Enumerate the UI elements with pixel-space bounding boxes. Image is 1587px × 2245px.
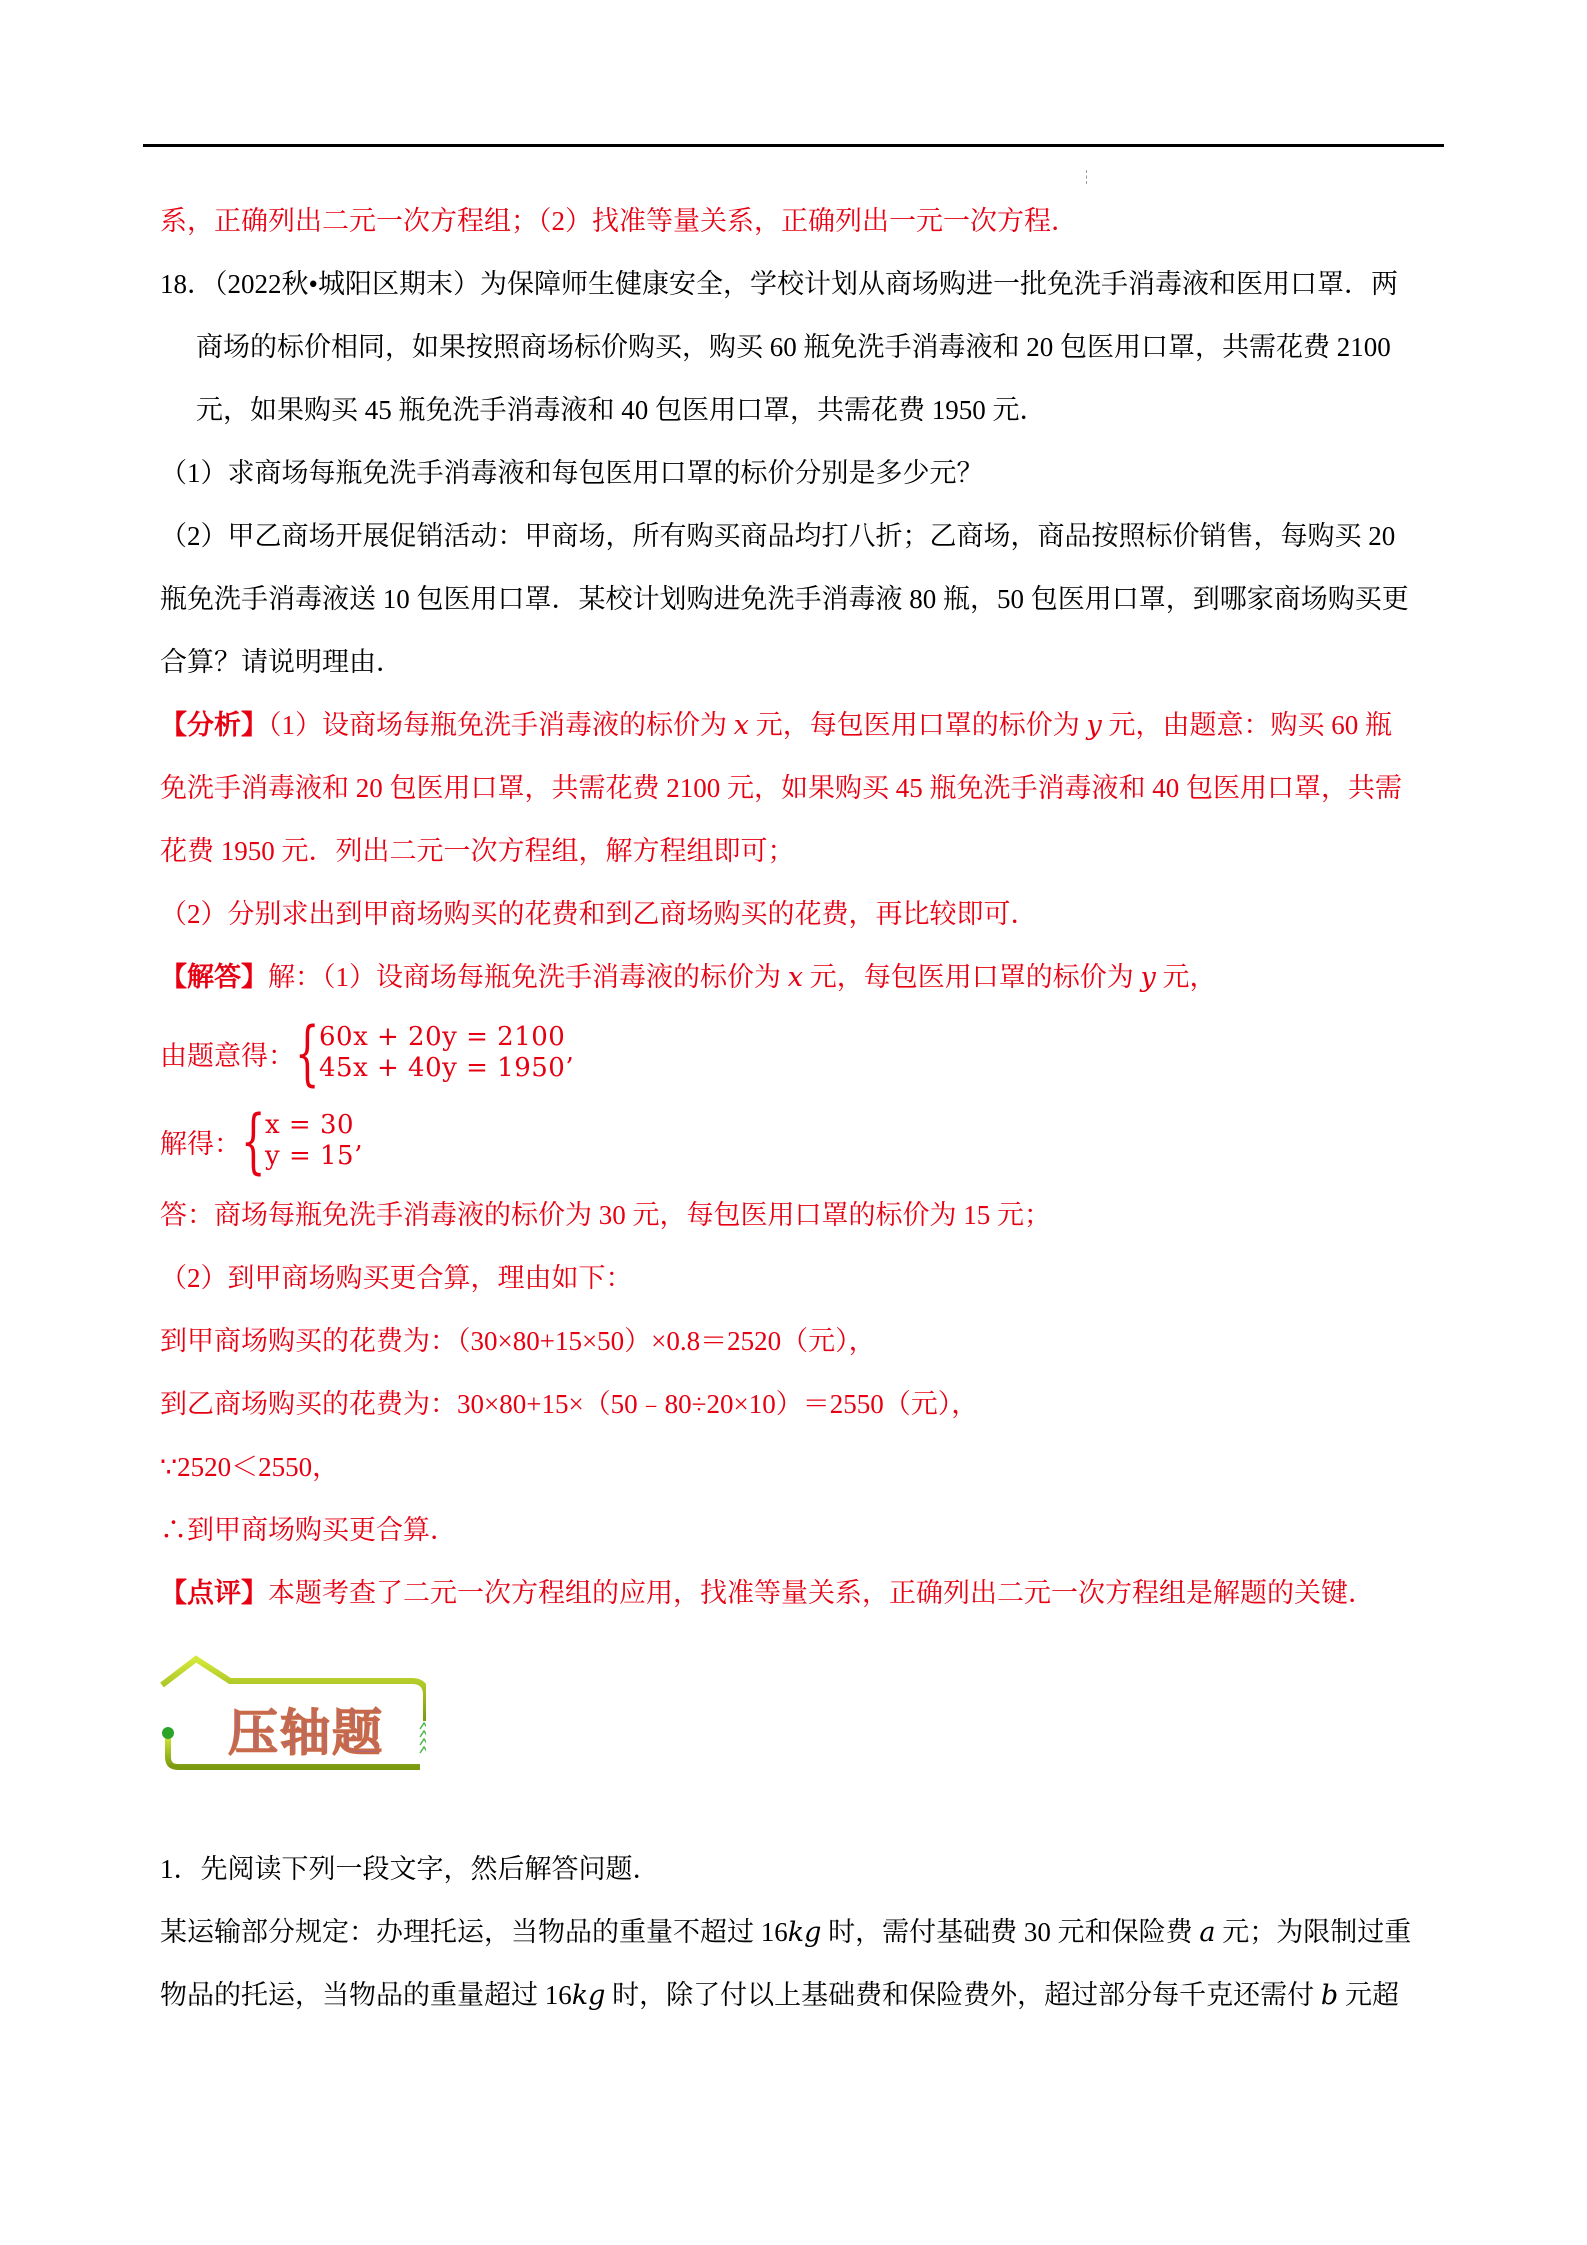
equation-label: 由题意得： <box>160 1040 295 1071</box>
answer-part-2-heading: （2）到甲商场购买更合算，理由如下： <box>160 1263 633 1293</box>
analysis-tag: 【分析】 <box>160 710 268 740</box>
problem-1-line-3: 物品的托运，当物品的重量超过 16kg 时，除了付以上基础费和保险费外，超过部分每千克还需付 b 元超 <box>160 1980 1399 2011</box>
question-18-part-1: （1）求商场每瓶免洗手消毒液和每包医用口罩的标价分别是多少元？ <box>160 458 984 488</box>
question-18-line-3: 元，如果购买 45 瓶免洗手消毒液和 40 包医用口罩，共需花费 1950 元． <box>196 395 1047 425</box>
answer-comparison: ∵2520＜2550， <box>160 1452 340 1482</box>
equation-1: 60x + 20y = 2100 <box>319 1022 566 1052</box>
previous-comment-tail: 系，正确列出二元一次方程组；（2）找准等量关系，正确列出一元一次方程． <box>160 206 1078 236</box>
answer-line-1: 【解答】解：（1）设商场每瓶免洗手消毒液的标价为 x 元，每包医用口罩的标价为 y 元， <box>160 962 1217 993</box>
answer-cost-store-a: 到甲商场购买的花费为：（30×80+15×50）×0.8＝2520（元）， <box>160 1326 876 1356</box>
analysis-line-2: 免洗手消毒液和 20 包医用口罩，共需花费 2100 元，如果购买 45 瓶免洗手消毒液和 40 包医用口罩，共需 <box>160 773 1402 803</box>
variable-b: b <box>1320 1980 1339 2011</box>
solution-label: 解得： <box>160 1128 241 1159</box>
text-cursor-mark <box>1086 170 1088 184</box>
solution-x: x = 30 <box>265 1110 355 1140</box>
variable-y: y <box>1086 710 1102 741</box>
question-18-part-2-line-2: 瓶免洗手消毒液送 10 包医用口罩．某校计划购进免洗手消毒液 80 瓶，50 包医用口罩，到哪家商场购买更 <box>160 584 1409 614</box>
variable-a: a <box>1199 1917 1216 1948</box>
problem-1-line-2: 某运输部分规定：办理托运，当物品的重量不超过 16kg 时，需付基础费 30 元和保险费 a 元；为限制过重 <box>160 1917 1412 1948</box>
answer-conclusion-2: ∴到甲商场购买更合算． <box>160 1515 457 1545</box>
analysis-line-4: （2）分别求出到甲商场购买的花费和到乙商场购买的花费，再比较即可． <box>160 899 1038 929</box>
variable-x: x <box>733 710 749 741</box>
equation-2: 45x + 40y = 1950’ <box>319 1053 575 1083</box>
equation-system-given <box>160 1012 575 1094</box>
comment-tag: 【点评】 <box>160 1578 268 1608</box>
section-banner-title: 压轴题 <box>228 1704 384 1762</box>
header-rule <box>143 144 1444 147</box>
question-18-line-1: 18．（2022秋•城阳区期末）为保障师生健康安全，学校计划从商场购进一批免洗手消毒液和医用口罩．两 <box>160 269 1398 299</box>
problem-1-intro: 1．先阅读下列一段文字，然后解答问题． <box>160 1854 660 1884</box>
analysis-line-3: 花费 1950 元．列出二元一次方程组，解方程组即可； <box>160 836 795 866</box>
question-18-part-2-line-3: 合算？请说明理由． <box>160 647 403 677</box>
solution-y: y = 15’ <box>265 1141 363 1171</box>
equation-system-solution <box>160 1100 363 1182</box>
unit-kg: kg <box>787 1917 822 1948</box>
answer-tag: 【解答】 <box>160 962 268 992</box>
left-brace-icon: { <box>295 1012 320 1094</box>
question-18-line-2: 商场的标价相同，如果按照商场标价购买，购买 60 瓶免洗手消毒液和 20 包医用口罩，共需花费 2100 <box>196 332 1391 362</box>
left-brace-icon: { <box>241 1100 266 1182</box>
answer-cost-store-b: 到乙商场购买的花费为：30×80+15×（50﹣80÷20×10）＝2550（元）， <box>160 1389 979 1419</box>
answer-conclusion-1: 答：商场每瓶免洗手消毒液的标价为 30 元，每包医用口罩的标价为 15 元； <box>160 1200 1051 1230</box>
variable-x: x <box>787 962 803 993</box>
variable-y: y <box>1140 962 1156 993</box>
unit-kg: kg <box>571 1980 606 2011</box>
comment-line: 【点评】本题考查了二元一次方程组的应用，找准等量关系，正确列出二元一次方程组是解题的关键． <box>160 1578 1375 1608</box>
question-18-part-2-line-1: （2）甲乙商场开展促销活动：甲商场，所有购买商品均打八折；乙商场，商品按照标价销售，每购买 20 <box>160 521 1396 551</box>
analysis-line-1: 【分析】（1）设商场每瓶免洗手消毒液的标价为 x 元，每包医用口罩的标价为 y 元，由题意：购买 60 瓶 <box>160 710 1392 741</box>
